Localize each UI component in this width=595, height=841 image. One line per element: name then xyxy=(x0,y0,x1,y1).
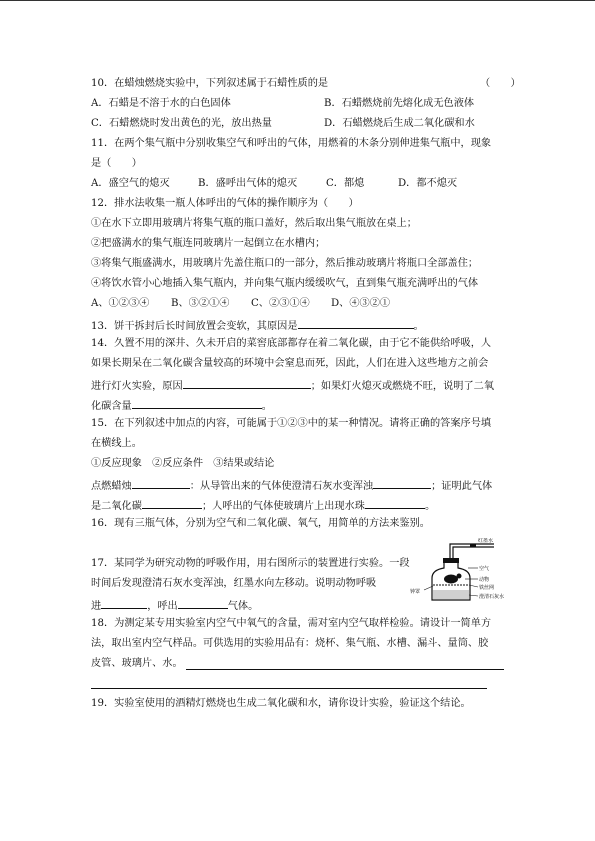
q14-line3-end: ；如果灯火熄灭或燃烧不旺，说明了二氧 xyxy=(310,381,495,392)
q15-line5-c: 。 xyxy=(424,501,436,512)
q11-option-a: A．盛空气的熄灭 xyxy=(91,178,170,189)
q14-line2: 如果长期呆在二氧化碳含量较高的环境中会窒息而死，因此，人们在进入这些地方之前会 xyxy=(91,358,489,369)
q15-line5-a: 是二氧化碳 xyxy=(91,501,142,512)
q13-answer-blank[interactable] xyxy=(298,317,414,329)
q14-line1: 14．久置不用的深井、久未开启的菜窖底部都存在着二氧化碳，由于它不能供给呼吸，人 xyxy=(91,338,492,349)
q15-line4-b: ：从导管出来的气体使澄清石灰水变浑浊 xyxy=(189,481,374,492)
q17-blank-out[interactable] xyxy=(178,597,228,609)
label-animal: 动物 xyxy=(479,577,490,583)
q10-option-c: C．石蜡燃烧时发出黄色的光，放出热量 xyxy=(91,118,272,129)
q12-option-c: C、②③①④ xyxy=(251,298,310,309)
q14-content-blank[interactable] xyxy=(132,397,262,409)
q15-line4-a: 点燃蜡烛 xyxy=(91,481,132,492)
q10-option-a: A．石蜡是不溶于水的白色固体 xyxy=(91,98,231,109)
limewater xyxy=(433,590,469,599)
q14-line3-start: 进行灯火实验，原因 xyxy=(91,381,183,392)
q12-option-a: A、①②③④ xyxy=(91,298,150,309)
q15-blank-4[interactable] xyxy=(365,497,425,509)
q12-step-4: ④将饮水管小心地插入集气瓶内，并向集气瓶内缓缓吹气，直到集气瓶充满呼出的气体 xyxy=(91,278,479,289)
q15-line2: 在横线上。 xyxy=(91,438,142,449)
q18-line1: 18．为测定某专用实验室内空气中氧气的含量，需对室内空气取样检验。请设计一简单方 xyxy=(91,618,492,629)
q13-line xyxy=(91,317,424,334)
q17-blank-in[interactable] xyxy=(101,597,147,609)
q16-text: 16．现有三瓶气体，分别为空气和二氧化碳、氧气，用简单的方法来鉴别。 xyxy=(91,518,430,529)
q15-line4 xyxy=(91,477,492,494)
label-red-ink: 红墨水 xyxy=(478,538,494,544)
page-top-rule xyxy=(0,0,595,1)
respiration-apparatus-figure xyxy=(410,538,506,606)
q15-line1: 15．在下列叙述中加点的内容，可能属于①②③中的某一种情况。请将正确的答案序号填 xyxy=(91,418,492,429)
q15-line5 xyxy=(91,497,435,514)
q15-blank-3[interactable] xyxy=(142,497,202,509)
q12-step-2: ②把盛满水的集气瓶连同玻璃片一起倒立在水槽内； xyxy=(91,238,326,249)
rubber-stopper xyxy=(443,558,459,563)
q12-step-3: ③将集气瓶盛满水，用玻璃片先盖住瓶口的一部分，然后推动玻璃片将瓶口全部盖住； xyxy=(91,258,479,269)
red-ink-drop xyxy=(470,544,476,547)
q18-line3: 皮管、玻璃片、水。 xyxy=(91,658,183,669)
q11-stem-line2: 是（ ） xyxy=(91,158,142,169)
q15-blank-2[interactable] xyxy=(373,477,431,489)
q14-line4-start: 化碳含量 xyxy=(91,401,132,412)
q12-stem: 12．排水法收集一瓶人体呼出的气体的操作顺序为（ ） xyxy=(91,198,359,209)
animal-mouse xyxy=(444,575,458,584)
q11-option-d: D．都不熄灭 xyxy=(398,178,458,189)
q11-option-b: B．盛呼出气体的熄灭 xyxy=(198,178,298,189)
q13-end: 。 xyxy=(413,321,424,332)
q12-option-b: B、③②①④ xyxy=(171,298,230,309)
q11-stem-line1: 11．在两个集气瓶中分别收集空气和呼出的气体，用燃着的木条分别伸进集气瓶中，现象 xyxy=(91,138,492,149)
q10-stem: 10．在蜡烛燃烧实验中，下列叙述属于石蜡性质的是 xyxy=(91,78,329,89)
q19-text: 19．实验室使用的酒精灯燃烧也生成二氧化碳和水，请你设计实验，验证这个结论。 xyxy=(91,698,471,709)
q15-blank-1[interactable] xyxy=(132,477,190,489)
q17-line3-b: ，呼出 xyxy=(147,601,178,612)
q14-line3 xyxy=(91,377,494,394)
q15-line4-c: ；证明此气体 xyxy=(431,481,493,492)
q17-line1: 17．某同学为研究动物的呼吸作用，用右图所示的装置进行实验。一段 xyxy=(91,558,410,569)
label-air: 空气 xyxy=(479,566,490,572)
label-wire-mesh: 铁丝网 xyxy=(479,585,495,591)
q13-text: 13．饼干拆封后长时间放置会变软，其原因是 xyxy=(91,321,298,332)
q10-answer-paren: （ ） xyxy=(480,78,521,89)
q12-option-d: D、④③②① xyxy=(331,298,391,309)
q18-answer-line-2[interactable] xyxy=(91,688,487,689)
q15-options: ①反应现象 ②反应条件 ③结果或结论 xyxy=(91,458,275,469)
q17-line3-c: 气体。 xyxy=(227,601,259,612)
label-bell-jar: 钟罩 xyxy=(410,589,421,595)
q17-line2: 时间后发现澄清石灰水变浑浊，红墨水向左移动。说明动物呼吸 xyxy=(91,578,377,589)
q10-option-d: D．石蜡燃烧后生成二氧化碳和水 xyxy=(324,118,475,129)
q14-reason-blank[interactable] xyxy=(183,377,311,389)
q10-option-b: B．石蜡燃烧前先熔化成无色液体 xyxy=(324,98,475,109)
q15-line5-b: ；人呼出的气体使玻璃片上出现水珠 xyxy=(201,501,365,512)
q17-line3 xyxy=(91,597,258,614)
q18-line2: 法，取出室内空气样品。可供选用的实验用品有：烧杯、集气瓶、水槽、漏斗、量筒、胶 xyxy=(91,638,489,649)
q12-step-1: ①在水下立即用玻璃片将集气瓶的瓶口盖好，然后取出集气瓶放在桌上； xyxy=(91,218,417,229)
q17-line3-a: 进 xyxy=(91,601,102,612)
q14-line4 xyxy=(91,397,272,414)
q18-answer-line-1[interactable] xyxy=(186,669,504,670)
label-limewater: 澄清石灰水 xyxy=(479,594,505,600)
q14-line4-end: 。 xyxy=(261,401,272,412)
q11-option-c: C．都熄 xyxy=(326,178,365,189)
